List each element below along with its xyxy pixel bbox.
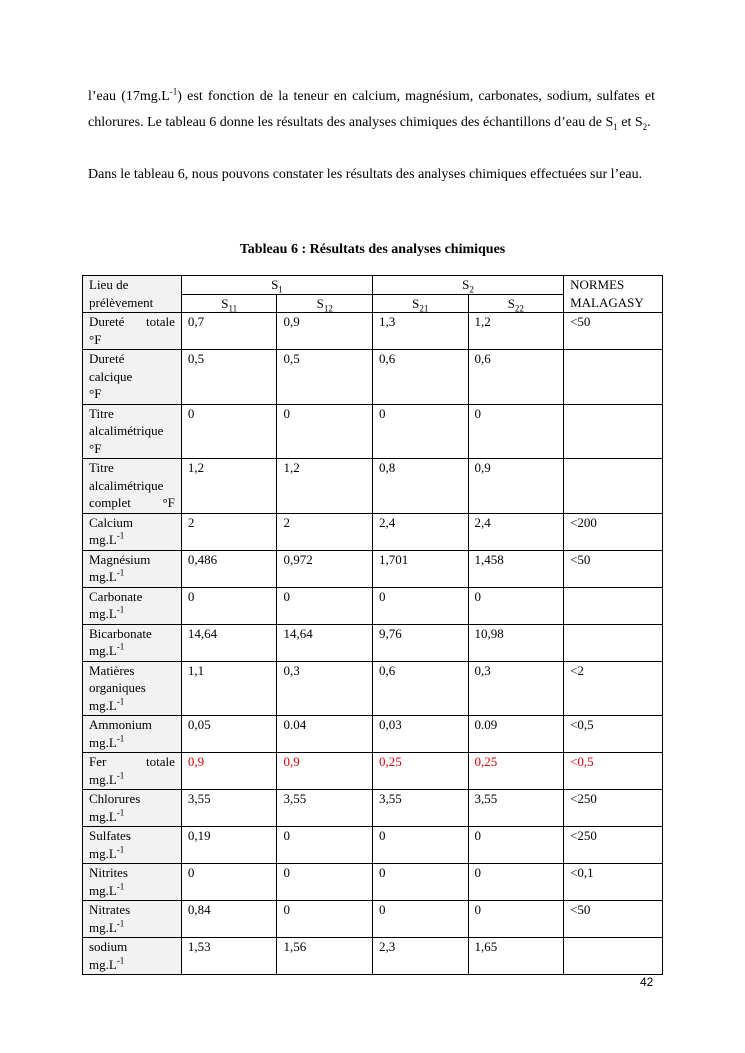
value-cell: 3,55 bbox=[468, 790, 564, 827]
parameter-label: Nitrites $mg.L^{-1}$ bbox=[83, 864, 182, 901]
value-cell: 1,53 bbox=[181, 938, 277, 975]
value-cell: 0,6 bbox=[372, 350, 468, 405]
parameter-label: Titre alcalimétrique complet °F bbox=[83, 459, 182, 514]
value-cell: 0 bbox=[181, 587, 277, 624]
norme-cell: <250 bbox=[564, 790, 663, 827]
value-cell: 2 bbox=[277, 513, 373, 550]
value-cell: 0,6 bbox=[468, 350, 564, 405]
table-row bbox=[83, 938, 663, 975]
value-cell: 0 bbox=[277, 587, 373, 624]
parameter-label: Ammonium $mg.L^{-1}$ bbox=[83, 716, 182, 753]
value-cell: 14,64 bbox=[277, 624, 373, 661]
value-cell: 0,5 bbox=[277, 350, 373, 405]
value-cell: 0,3 bbox=[468, 661, 564, 716]
table-row bbox=[83, 827, 663, 864]
value-cell: 1,2 bbox=[181, 459, 277, 514]
table-row bbox=[83, 459, 663, 514]
value-cell: 0,19 bbox=[181, 827, 277, 864]
value-cell: 0 bbox=[372, 827, 468, 864]
value-cell: 0,9 bbox=[468, 459, 564, 514]
table-caption: Tableau 6 : Résultats des analyses chimiques bbox=[239, 242, 506, 257]
table-body bbox=[83, 313, 663, 975]
para-text: et S bbox=[617, 115, 643, 130]
table-row bbox=[83, 313, 663, 350]
parameter-label: sodium $mg.L^{-1}$ bbox=[83, 938, 182, 975]
second-paragraph: Dans le tableau 6, nous pouvons constater les résultats des analyses chimiques effectuées sur l’eau. bbox=[88, 167, 643, 182]
value-cell: 3,55 bbox=[372, 790, 468, 827]
norme-cell bbox=[564, 938, 663, 975]
header-s21: $S_{21}$ bbox=[372, 294, 468, 313]
norme-cell bbox=[564, 459, 663, 514]
value-cell: 0 bbox=[277, 901, 373, 938]
value-cell: 0,5 bbox=[181, 350, 277, 405]
table-row bbox=[83, 790, 663, 827]
value-cell: 3,55 bbox=[181, 790, 277, 827]
value-cell: 0 bbox=[181, 404, 277, 459]
value-cell: 0 bbox=[468, 901, 564, 938]
norme-cell bbox=[564, 350, 663, 405]
value-cell: 0,6 bbox=[372, 661, 468, 716]
parameter-label: Carbonate $mg.L^{-1}$ bbox=[83, 587, 182, 624]
value-cell: 1,3 bbox=[372, 313, 468, 350]
norme-cell: <0,5 bbox=[564, 753, 663, 790]
header-normes: NORMES MALAGASY bbox=[564, 276, 663, 313]
parameter-label: Fer totale $mg.L^{-1}$ bbox=[83, 753, 182, 790]
norme-cell: <50 bbox=[564, 550, 663, 587]
table-row bbox=[83, 624, 663, 661]
parameter-label: Nitrates $mg.L^{-1}$ bbox=[83, 901, 182, 938]
value-cell: 3,55 bbox=[277, 790, 373, 827]
table-row bbox=[83, 404, 663, 459]
value-cell: 0 bbox=[468, 864, 564, 901]
value-cell: 0 bbox=[372, 864, 468, 901]
header-s11: $S_{11}$ bbox=[181, 294, 277, 313]
value-cell: 0 bbox=[468, 587, 564, 624]
table-row bbox=[83, 550, 663, 587]
para-text: . bbox=[647, 115, 651, 130]
header-lieu: Lieu de prélèvement bbox=[83, 276, 182, 313]
value-cell: 2 bbox=[181, 513, 277, 550]
table-row bbox=[83, 350, 663, 405]
value-cell: 10,98 bbox=[468, 624, 564, 661]
value-cell: 0,84 bbox=[181, 901, 277, 938]
value-cell: 1,458 bbox=[468, 550, 564, 587]
norme-cell: <50 bbox=[564, 901, 663, 938]
value-cell: 1,1 bbox=[181, 661, 277, 716]
value-cell: 0 bbox=[277, 864, 373, 901]
table-row bbox=[83, 513, 663, 550]
value-cell: 0 bbox=[372, 587, 468, 624]
parameter-label: Calcium $mg.L^{-1}$ bbox=[83, 513, 182, 550]
header-s22: $S_{22}$ bbox=[468, 294, 564, 313]
value-cell: 0,8 bbox=[372, 459, 468, 514]
page-number: 42 bbox=[640, 975, 654, 989]
norme-cell: <200 bbox=[564, 513, 663, 550]
value-cell: 1,701 bbox=[372, 550, 468, 587]
header-s12: $S_{12}$ bbox=[277, 294, 373, 313]
value-cell: 0 bbox=[372, 901, 468, 938]
table-row bbox=[83, 753, 663, 790]
para-sup: -1 bbox=[169, 86, 178, 97]
value-cell: 0,05 bbox=[181, 716, 277, 753]
parameter-label: Dureté calcique °F bbox=[83, 350, 182, 405]
value-cell: 0,9 bbox=[181, 753, 277, 790]
value-cell: 0 bbox=[277, 404, 373, 459]
norme-cell bbox=[564, 624, 663, 661]
value-cell: 1,65 bbox=[468, 938, 564, 975]
value-cell: 0 bbox=[468, 404, 564, 459]
norme-cell: <0,5 bbox=[564, 716, 663, 753]
norme-cell: <0,1 bbox=[564, 864, 663, 901]
norme-cell: <250 bbox=[564, 827, 663, 864]
para-sub: 2 bbox=[642, 121, 648, 132]
parameter-label: Chlorures $mg.L^{-1}$ bbox=[83, 790, 182, 827]
value-cell: 2,4 bbox=[372, 513, 468, 550]
table-row bbox=[83, 901, 663, 938]
value-cell: 0,486 bbox=[181, 550, 277, 587]
value-cell: 0,972 bbox=[277, 550, 373, 587]
parameter-label: Magnésium $mg.L^{-1}$ bbox=[83, 550, 182, 587]
value-cell: 0,9 bbox=[277, 313, 373, 350]
para-text: ) est fonction de la teneur en calcium, magnésium, carbonates, sodium, sulfates et chlorures. Le tableau 6 donne les résultats des analyses chimiques des échantillons d’eau de S bbox=[88, 89, 655, 130]
value-cell: 0,25 bbox=[468, 753, 564, 790]
value-cell: 0,03 bbox=[372, 716, 468, 753]
table-header-row bbox=[83, 276, 663, 295]
norme-cell bbox=[564, 587, 663, 624]
norme-cell bbox=[564, 404, 663, 459]
parameter-label: Bicarbonate $mg.L^{-1}$ bbox=[83, 624, 182, 661]
value-cell: 14,64 bbox=[181, 624, 277, 661]
header-s1: $S_1$ bbox=[181, 276, 372, 295]
parameter-label: Dureté totale °F bbox=[83, 313, 182, 350]
parameter-label: Titre alcalimétrique °F bbox=[83, 404, 182, 459]
value-cell: 1,2 bbox=[277, 459, 373, 514]
value-cell: 0 bbox=[468, 827, 564, 864]
value-cell: 0.04 bbox=[277, 716, 373, 753]
value-cell: 9,76 bbox=[372, 624, 468, 661]
value-cell: 0,3 bbox=[277, 661, 373, 716]
parameter-label: Matières organiques $mg.L^{-1}$ bbox=[83, 661, 182, 716]
table-row bbox=[83, 587, 663, 624]
table-row bbox=[83, 661, 663, 716]
chemical-analysis-table bbox=[82, 275, 663, 975]
value-cell: 0 bbox=[372, 404, 468, 459]
value-cell: 0,9 bbox=[277, 753, 373, 790]
value-cell: 1,56 bbox=[277, 938, 373, 975]
para-sub: 1 bbox=[613, 121, 618, 132]
value-cell: 2,4 bbox=[468, 513, 564, 550]
value-cell: 1,2 bbox=[468, 313, 564, 350]
intro-paragraph bbox=[88, 84, 655, 136]
table-row bbox=[83, 864, 663, 901]
table-row bbox=[83, 716, 663, 753]
value-cell: 0.09 bbox=[468, 716, 564, 753]
norme-cell: <2 bbox=[564, 661, 663, 716]
value-cell: 2,3 bbox=[372, 938, 468, 975]
para-text: l’eau (17mg.L bbox=[88, 89, 170, 104]
value-cell: 0,25 bbox=[372, 753, 468, 790]
value-cell: 0 bbox=[277, 827, 373, 864]
parameter-label: Sulfates $mg.L^{-1}$ bbox=[83, 827, 182, 864]
header-s2: $S_2$ bbox=[372, 276, 563, 295]
value-cell: 0 bbox=[181, 864, 277, 901]
norme-cell: <50 bbox=[564, 313, 663, 350]
value-cell: 0,7 bbox=[181, 313, 277, 350]
